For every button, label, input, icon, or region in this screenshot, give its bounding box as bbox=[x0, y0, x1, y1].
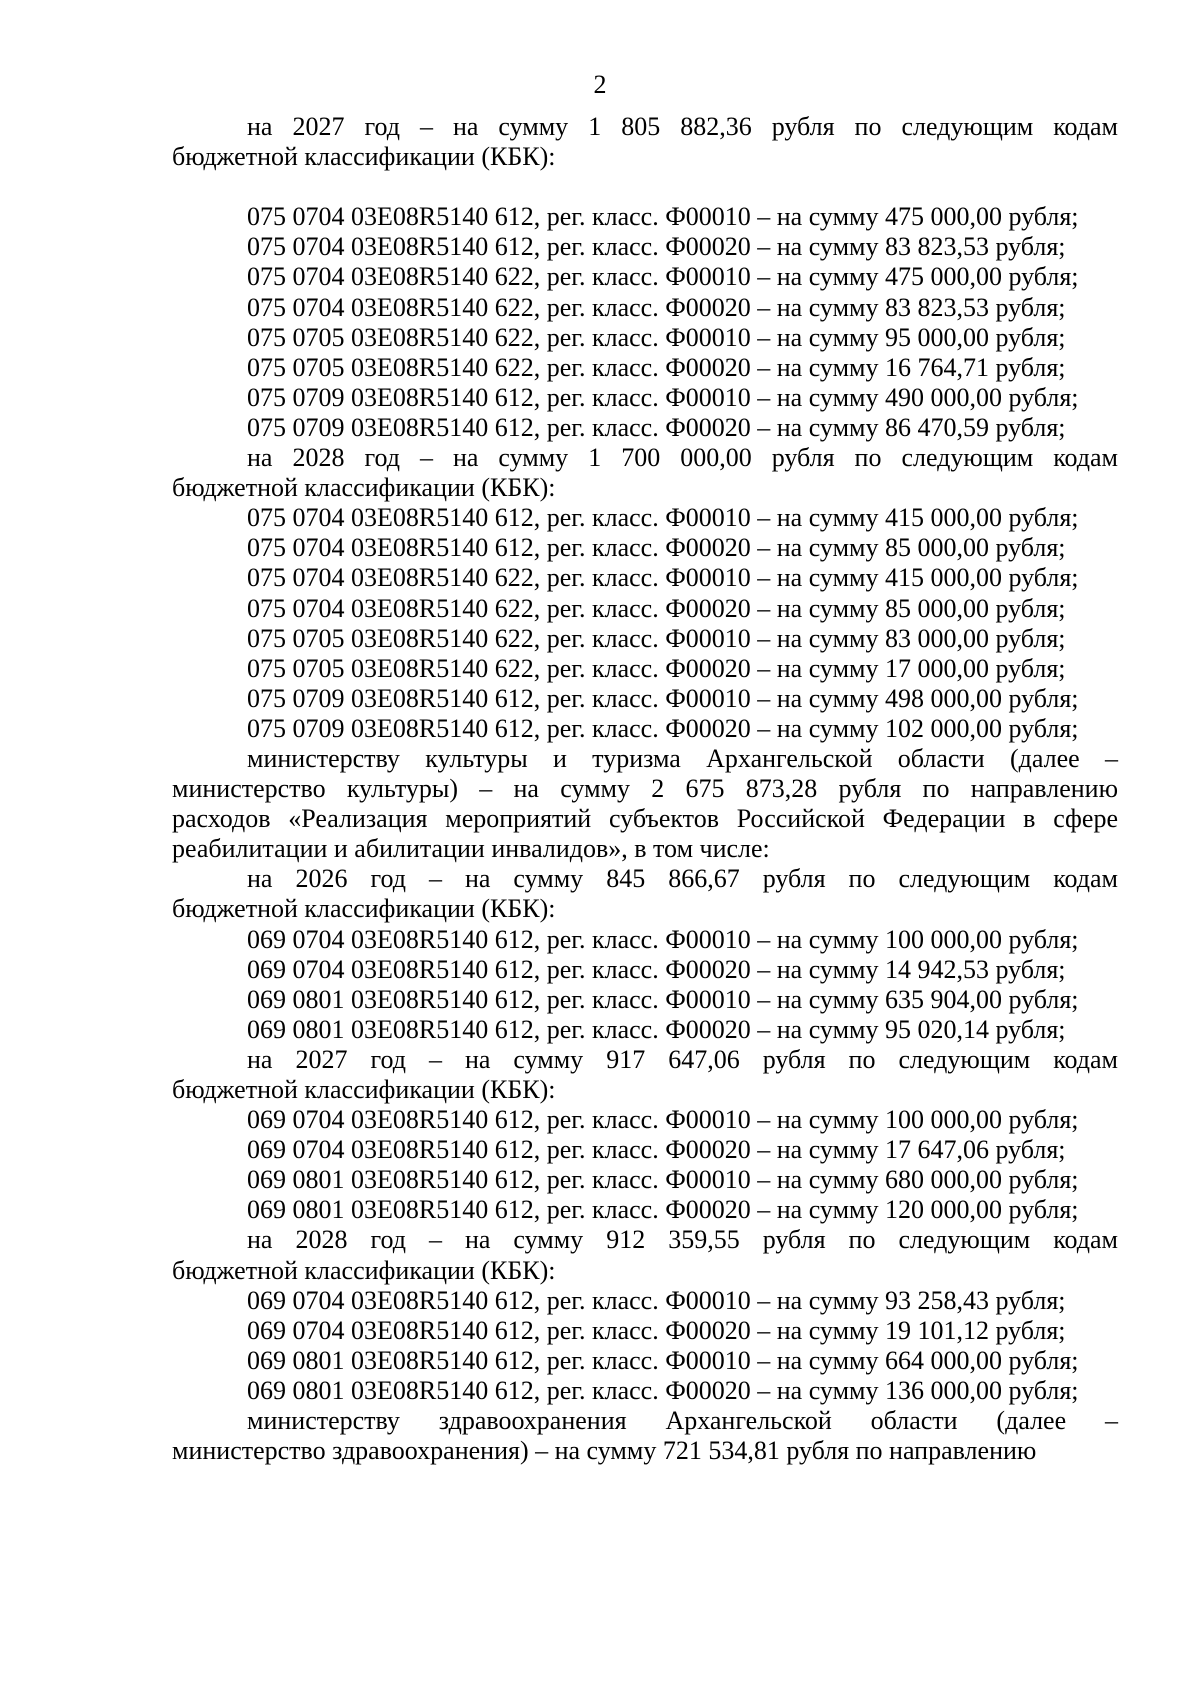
kbk-entry-line: 069 0801 03Е08R5140 612, рег. класс. Ф00010 – на сумму 664 000,00 рубля; bbox=[247, 1345, 1079, 1375]
kbk-entry-line: 075 0709 03Е08R5140 612, рег. класс. Ф00010 – на сумму 498 000,00 рубля; bbox=[247, 683, 1079, 713]
paragraph-line: бюджетной классификации (КБК): bbox=[172, 473, 556, 503]
kbk-entry-line: 075 0709 03Е08R5140 612, рег. класс. Ф00020 – на сумму 86 470,59 рубля; bbox=[247, 412, 1066, 442]
kbk-entry-line: 075 0704 03Е08R5140 622, рег. класс. Ф00010 – на сумму 475 000,00 рубля; bbox=[247, 262, 1079, 292]
kbk-entry-line: 069 0704 03Е08R5140 612, рег. класс. Ф00010 – на сумму 100 000,00 рубля; bbox=[247, 924, 1079, 954]
paragraph-line: бюджетной классификации (КБК): bbox=[172, 894, 556, 924]
kbk-entry-line: 069 0704 03Е08R5140 612, рег. класс. Ф00020 – на сумму 14 942,53 рубля; bbox=[247, 954, 1066, 984]
kbk-entry-line: 075 0705 03Е08R5140 622, рег. класс. Ф00010 – на сумму 95 000,00 рубля; bbox=[247, 322, 1066, 352]
kbk-entry-line: 069 0801 03Е08R5140 612, рег. класс. Ф00010 – на сумму 680 000,00 рубля; bbox=[247, 1165, 1079, 1195]
kbk-entry-line: 075 0705 03Е08R5140 622, рег. класс. Ф00020 – на сумму 16 764,71 рубля; bbox=[247, 352, 1066, 382]
paragraph-line: на 2027 год – на сумму 1 805 882,36 рубля по следующим кодам bbox=[247, 112, 1118, 141]
paragraph-line: министерству культуры и туризма Архангельской области (далее – bbox=[247, 743, 1118, 773]
kbk-entry-line: 069 0704 03Е08R5140 612, рег. класс. Ф00010 – на сумму 93 258,43 рубля; bbox=[247, 1285, 1066, 1315]
kbk-entry-line: 069 0801 03Е08R5140 612, рег. класс. Ф00020 – на сумму 95 020,14 рубля; bbox=[247, 1014, 1066, 1044]
kbk-entry-line: 075 0709 03Е08R5140 612, рег. класс. Ф00010 – на сумму 490 000,00 рубля; bbox=[247, 382, 1079, 412]
kbk-entry-line: 069 0801 03Е08R5140 612, рег. класс. Ф00010 – на сумму 635 904,00 рубля; bbox=[247, 984, 1079, 1014]
paragraph-line: на 2026 год – на сумму 845 866,67 рубля по следующим кодам bbox=[247, 864, 1118, 894]
kbk-entry-line: 075 0705 03Е08R5140 622, рег. класс. Ф00010 – на сумму 83 000,00 рубля; bbox=[247, 623, 1066, 653]
kbk-entry-line: 075 0704 03Е08R5140 622, рег. класс. Ф00020 – на сумму 85 000,00 рубля; bbox=[247, 593, 1066, 623]
paragraph-line: на 2027 год – на сумму 917 647,06 рубля по следующим кодам bbox=[247, 1044, 1118, 1074]
kbk-entry-line: 069 0704 03Е08R5140 612, рег. класс. Ф00020 – на сумму 19 101,12 рубля; bbox=[247, 1315, 1066, 1345]
kbk-entry-line: 075 0704 03Е08R5140 612, рег. класс. Ф00010 – на сумму 415 000,00 рубля; bbox=[247, 503, 1079, 533]
kbk-entry-line: 069 0801 03Е08R5140 612, рег. класс. Ф00020 – на сумму 136 000,00 рубля; bbox=[247, 1375, 1079, 1405]
kbk-entry-line: 075 0704 03Е08R5140 612, рег. класс. Ф00020 – на сумму 83 823,53 рубля; bbox=[247, 232, 1066, 262]
paragraph-line: министерство культуры) – на сумму 2 675 873,28 рубля по направлению bbox=[172, 774, 1118, 804]
kbk-entry-line: 075 0709 03Е08R5140 612, рег. класс. Ф00020 – на сумму 102 000,00 рубля; bbox=[247, 713, 1079, 743]
kbk-entry-line: 069 0801 03Е08R5140 612, рег. класс. Ф00020 – на сумму 120 000,00 рубля; bbox=[247, 1195, 1079, 1225]
page-number: 2 bbox=[593, 70, 607, 99]
kbk-entry-line: 069 0704 03Е08R5140 612, рег. класс. Ф00020 – на сумму 17 647,06 рубля; bbox=[247, 1135, 1066, 1165]
kbk-entry-line: 075 0705 03Е08R5140 622, рег. класс. Ф00020 – на сумму 17 000,00 рубля; bbox=[247, 653, 1066, 683]
paragraph-line: бюджетной классификации (КБК): bbox=[172, 1255, 556, 1285]
paragraph-line: бюджетной классификации (КБК): bbox=[172, 1075, 556, 1104]
kbk-entry-line: 069 0704 03Е08R5140 612, рег. класс. Ф00010 – на сумму 100 000,00 рубля; bbox=[247, 1105, 1079, 1135]
paragraph-line: расходов «Реализация мероприятий субъектов Российской Федерации в сфере bbox=[172, 804, 1118, 834]
kbk-entry-line: 075 0704 03Е08R5140 612, рег. класс. Ф00020 – на сумму 85 000,00 рубля; bbox=[247, 533, 1066, 563]
paragraph-line: министерство здравоохранения) – на сумму 721 534,81 рубля по направлению bbox=[172, 1436, 1037, 1466]
paragraph-line: бюджетной классификации (КБК): bbox=[172, 142, 556, 172]
paragraph-line: на 2028 год – на сумму 912 359,55 рубля по следующим кодам bbox=[247, 1225, 1118, 1255]
paragraph-line: на 2028 год – на сумму 1 700 000,00 рубля по следующим кодам bbox=[247, 443, 1118, 473]
document-body bbox=[172, 112, 1118, 1466]
kbk-entry-line: 075 0704 03Е08R5140 612, рег. класс. Ф00010 – на сумму 475 000,00 рубля; bbox=[247, 202, 1079, 232]
kbk-entry-line: 075 0704 03Е08R5140 622, рег. класс. Ф00010 – на сумму 415 000,00 рубля; bbox=[247, 563, 1079, 593]
paragraph-line: министерству здравоохранения Архангельской области (далее – bbox=[247, 1406, 1118, 1436]
blank-line bbox=[172, 172, 1118, 202]
paragraph-line: реабилитации и абилитации инвалидов», в том числе: bbox=[172, 834, 770, 864]
kbk-entry-line: 075 0704 03Е08R5140 622, рег. класс. Ф00020 – на сумму 83 823,53 рубля; bbox=[247, 292, 1066, 322]
